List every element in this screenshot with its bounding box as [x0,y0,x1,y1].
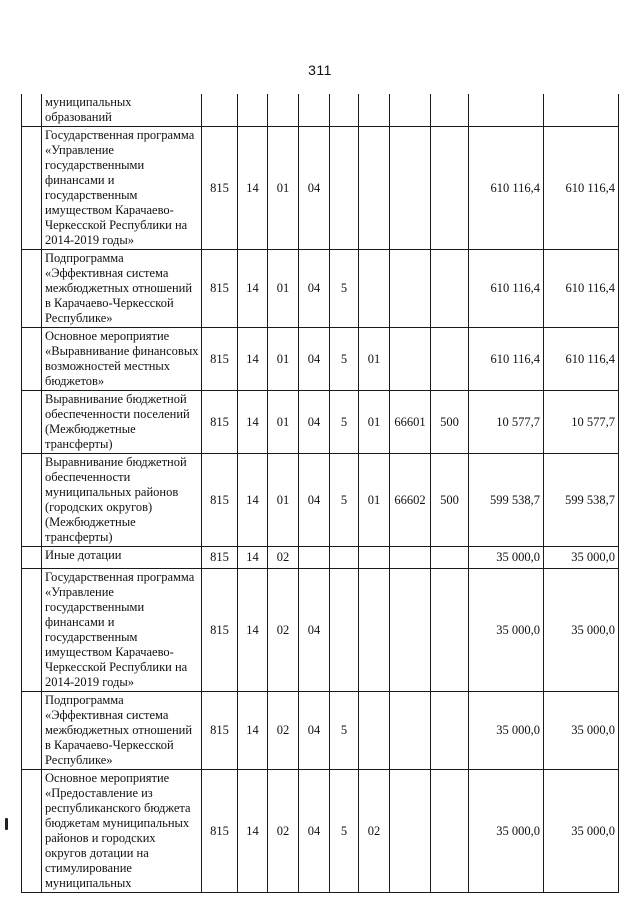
section-code-cell [238,94,268,127]
table-row [22,94,619,127]
table-row [22,692,619,770]
ministry-code-cell: 815 [202,250,238,328]
amount-2-cell: 610 116,4 [544,328,619,391]
subsection-code-cell: 01 [268,127,299,250]
subprogram-code-cell [330,127,359,250]
table-row [22,127,619,250]
amount-1-cell: 10 577,7 [469,391,544,454]
page-number: 311 [308,62,332,78]
row-number-cell [22,569,42,692]
program-code-cell: 04 [299,391,330,454]
direction-code-cell: 66602 [390,454,431,547]
amount-1-cell [469,94,544,127]
subprogram-code-cell: 5 [330,328,359,391]
program-code-cell: 04 [299,454,330,547]
section-code-cell: 14 [238,250,268,328]
subsection-code-cell: 02 [268,770,299,893]
amount-1-cell: 35 000,0 [469,692,544,770]
amount-2-cell: 35 000,0 [544,692,619,770]
subsection-code-cell: 02 [268,547,299,569]
event-code-cell: 02 [359,770,390,893]
expense-type-code-cell: 500 [431,391,469,454]
expense-type-code-cell [431,127,469,250]
row-number-cell [22,454,42,547]
subprogram-code-cell [330,547,359,569]
direction-code-cell [390,692,431,770]
direction-code-cell [390,94,431,127]
subsection-code-cell [268,94,299,127]
event-code-cell: 01 [359,391,390,454]
table-row [22,250,619,328]
event-code-cell [359,250,390,328]
subprogram-code-cell: 5 [330,770,359,893]
ministry-code-cell: 815 [202,454,238,547]
table-row [22,391,619,454]
program-code-cell [299,94,330,127]
amount-1-cell: 610 116,4 [469,328,544,391]
direction-code-cell [390,569,431,692]
direction-code-cell [390,250,431,328]
program-code-cell: 04 [299,569,330,692]
expense-type-code-cell [431,94,469,127]
expense-type-code-cell [431,250,469,328]
amount-1-cell: 610 116,4 [469,250,544,328]
subprogram-code-cell [330,94,359,127]
expense-type-code-cell [431,547,469,569]
row-name-cell: Подпрограмма «Эффективная система межбюджетных отношений в Карачаево-Черкесской Республике» [42,692,202,770]
event-code-cell [359,692,390,770]
subprogram-code-cell: 5 [330,692,359,770]
row-number-cell [22,94,42,127]
row-name-cell: Государственная программа «Управление государственными финансами и государственным имуществом Карачаево-Черкесской Республики на 2014-2019 годы» [42,569,202,692]
row-name-cell: Выравнивание бюджетной обеспеченности муниципальных районов (городских округов) (Межбюджетные трансферты) [42,454,202,547]
row-number-cell [22,391,42,454]
row-name-cell: Выравнивание бюджетной обеспеченности поселений (Межбюджетные трансферты) [42,391,202,454]
subsection-code-cell: 01 [268,391,299,454]
event-code-cell [359,127,390,250]
ministry-code-cell: 815 [202,391,238,454]
section-code-cell: 14 [238,127,268,250]
direction-code-cell [390,328,431,391]
table-row [22,547,619,569]
subsection-code-cell: 01 [268,454,299,547]
subsection-code-cell: 02 [268,692,299,770]
event-code-cell [359,569,390,692]
ministry-code-cell: 815 [202,328,238,391]
row-number-cell [22,250,42,328]
subprogram-code-cell: 5 [330,250,359,328]
expense-type-code-cell [431,692,469,770]
table-row [22,328,619,391]
ministry-code-cell [202,94,238,127]
table-row [22,454,619,547]
row-name-cell: Основное мероприятие «Предоставление из республиканского бюджета бюджетам муниципальных районов и городских округов дотации на стимулирование муниципальных [42,770,202,893]
program-code-cell: 04 [299,250,330,328]
expense-type-code-cell [431,770,469,893]
section-code-cell: 14 [238,454,268,547]
row-number-cell [22,127,42,250]
section-code-cell: 14 [238,547,268,569]
program-code-cell: 04 [299,692,330,770]
event-code-cell [359,94,390,127]
expense-type-code-cell [431,569,469,692]
amount-2-cell: 35 000,0 [544,569,619,692]
row-number-cell [22,770,42,893]
section-code-cell: 14 [238,770,268,893]
section-code-cell: 14 [238,328,268,391]
amount-2-cell [544,94,619,127]
amount-2-cell: 35 000,0 [544,547,619,569]
row-name-cell: Подпрограмма «Эффективная система межбюджетных отношений в Карачаево-Черкесской Республике» [42,250,202,328]
section-code-cell: 14 [238,692,268,770]
amount-1-cell: 599 538,7 [469,454,544,547]
table-row [22,569,619,692]
subsection-code-cell: 01 [268,250,299,328]
amount-2-cell: 35 000,0 [544,770,619,893]
section-code-cell: 14 [238,391,268,454]
ministry-code-cell: 815 [202,692,238,770]
direction-code-cell [390,547,431,569]
subsection-code-cell: 01 [268,328,299,391]
amount-1-cell: 35 000,0 [469,770,544,893]
ministry-code-cell: 815 [202,770,238,893]
row-name-cell: Государственная программа «Управление государственными финансами и государственным имуществом Карачаево-Черкесской Республики на 2014-2019 годы» [42,127,202,250]
amount-2-cell: 599 538,7 [544,454,619,547]
row-number-cell [22,692,42,770]
amount-1-cell: 35 000,0 [469,569,544,692]
row-name-cell: Иные дотации [42,547,202,569]
event-code-cell: 01 [359,454,390,547]
subprogram-code-cell: 5 [330,391,359,454]
ministry-code-cell: 815 [202,547,238,569]
row-number-cell [22,328,42,391]
direction-code-cell [390,770,431,893]
budget-table [21,94,619,893]
amount-2-cell: 10 577,7 [544,391,619,454]
expense-type-code-cell: 500 [431,454,469,547]
amount-2-cell: 610 116,4 [544,250,619,328]
event-code-cell [359,547,390,569]
ministry-code-cell: 815 [202,127,238,250]
program-code-cell: 04 [299,127,330,250]
expense-type-code-cell [431,328,469,391]
program-code-cell [299,547,330,569]
amount-1-cell: 610 116,4 [469,127,544,250]
row-name-cell: муниципальных образований [42,94,202,127]
program-code-cell: 04 [299,328,330,391]
subsection-code-cell: 02 [268,569,299,692]
table-row [22,770,619,893]
program-code-cell: 04 [299,770,330,893]
section-code-cell: 14 [238,569,268,692]
row-name-cell: Основное мероприятие «Выравнивание финансовых возможностей местных бюджетов» [42,328,202,391]
row-number-cell [22,547,42,569]
direction-code-cell: 66601 [390,391,431,454]
amount-1-cell: 35 000,0 [469,547,544,569]
amount-2-cell: 610 116,4 [544,127,619,250]
subprogram-code-cell [330,569,359,692]
margin-mark [5,818,8,830]
event-code-cell: 01 [359,328,390,391]
ministry-code-cell: 815 [202,569,238,692]
direction-code-cell [390,127,431,250]
subprogram-code-cell: 5 [330,454,359,547]
